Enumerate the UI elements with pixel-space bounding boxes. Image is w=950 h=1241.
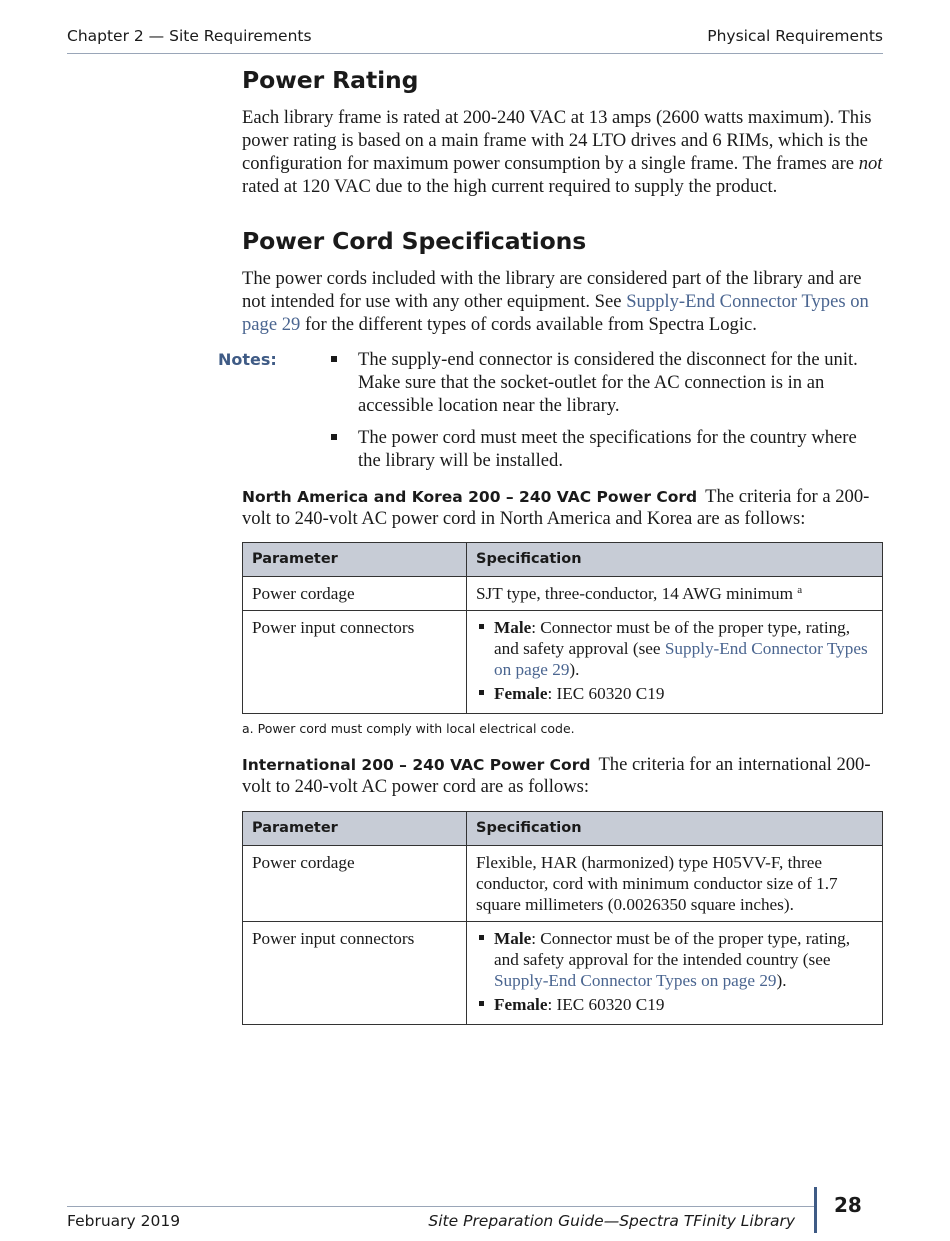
- cell-spec: [467, 922, 883, 1025]
- label: Male: [494, 929, 532, 948]
- table-header-row: [243, 543, 883, 577]
- label: Female: [494, 684, 548, 703]
- footer-doc-title: Site Preparation Guide—Spectra TFinity Library: [428, 1212, 795, 1230]
- header-rule: [67, 53, 883, 54]
- notes-list: [242, 348, 883, 472]
- link-supply-end-connector[interactable]: Supply-End Connector Types on page 29: [242, 291, 869, 335]
- footer-date: February 2019: [67, 1212, 181, 1230]
- cell-spec: [467, 611, 883, 714]
- intl-cord-table: [242, 811, 883, 1025]
- column-header-parameter: Parameter: [243, 543, 467, 577]
- text: ).: [569, 660, 580, 679]
- text: SJT type, three-conductor, 14 AWG minimum: [476, 584, 798, 603]
- emphasis: not: [858, 153, 883, 174]
- heading-power-cord-specs: Power Cord Specifications: [242, 227, 587, 255]
- link-supply-end-connector[interactable]: Supply-End Connector Types on page 29: [494, 971, 777, 990]
- cell-param: Power input connectors: [243, 922, 467, 1025]
- note-item: The supply-end connector is considered the disconnect for the unit. Make sure that the socket-outlet for the AC connection is in an accessible location near the library.: [358, 348, 883, 417]
- list-item-female: [494, 994, 873, 1015]
- table-row: [243, 846, 883, 922]
- link-supply-end-connector[interactable]: Supply-End Connector Types on page 29: [494, 639, 868, 679]
- column-header-specification: Specification: [467, 543, 883, 577]
- running-header: [67, 27, 883, 47]
- table-row: [243, 577, 883, 611]
- table-row: [243, 611, 883, 714]
- notes-block: [218, 348, 883, 472]
- intl-cord-text: The criteria for an international 200- volt to 240-volt AC power cord are as follows:: [242, 754, 871, 797]
- footer-accent-bar: [814, 1187, 817, 1233]
- footer-rule: [67, 1206, 814, 1207]
- footnote-marker: a: [797, 584, 803, 596]
- list-item-male: [494, 617, 873, 680]
- table-footnote: a. Power cord must comply with local electrical code.: [242, 721, 575, 736]
- intl-cord-intro: [242, 754, 883, 798]
- connector-list: [476, 617, 873, 704]
- text: Each library frame is rated at 200-240 VAC at 13 amps (2600 watts maximum). This power rating is based on a main frame with 24 LTO drives and 6 RIMs, which is the configuration for maximum power consumption by a single frame. The frames are: [242, 107, 872, 174]
- intl-cord-runin-heading: International 200 – 240 VAC Power Cord: [242, 756, 591, 774]
- text: : IEC 60320 C19: [547, 995, 665, 1014]
- cell-param: Power cordage: [243, 846, 467, 922]
- na-cord-table: [242, 542, 883, 714]
- text: The power cords included with the library are considered part of the library and are not intended for use with any other equipment. See: [242, 268, 862, 312]
- text: rated at 120 VAC due to the high current required to supply the product.: [242, 176, 778, 197]
- heading-power-rating: Power Rating: [242, 66, 419, 94]
- cell-param: Power cordage: [243, 577, 467, 611]
- na-cord-intro: [242, 486, 883, 530]
- power-cord-paragraph: [242, 267, 883, 336]
- na-cord-text: The criteria for a 200- volt to 240-volt AC power cord in North America and Korea are as follows:: [242, 486, 870, 529]
- header-chapter: Chapter 2 — Site Requirements: [67, 27, 312, 45]
- cell-spec: Flexible, HAR (harmonized) type H05VV-F, three conductor, cord with minimum conductor size of 1.7 square millimeters (0.0026350 square inches).: [467, 846, 883, 922]
- column-header-specification: Specification: [467, 812, 883, 846]
- list-item-female: [494, 683, 873, 704]
- header-section: Physical Requirements: [707, 27, 883, 45]
- page-number: 28: [834, 1193, 862, 1217]
- table-row: [243, 922, 883, 1025]
- text: for the different types of cords available from Spectra Logic.: [300, 314, 757, 335]
- cell-param: Power input connectors: [243, 611, 467, 714]
- column-header-parameter: Parameter: [243, 812, 467, 846]
- cell-spec: [467, 577, 883, 611]
- power-rating-paragraph: [242, 106, 883, 198]
- table-header-row: [243, 812, 883, 846]
- na-cord-runin-heading: North America and Korea 200 – 240 VAC Power Cord: [242, 488, 698, 506]
- text: ).: [776, 971, 787, 990]
- notes-label: Notes:: [218, 350, 277, 369]
- text: : Connector must be of the proper type, rating, and safety approval for the intended country (see: [494, 929, 851, 969]
- label: Female: [494, 995, 548, 1014]
- note-item: The power cord must meet the specifications for the country where the library will be installed.: [358, 426, 883, 472]
- text: : Connector must be of the proper type, rating, and safety approval (see: [494, 618, 851, 658]
- connector-list: [476, 928, 873, 1015]
- text: : IEC 60320 C19: [547, 684, 665, 703]
- list-item-male: [494, 928, 873, 991]
- label: Male: [494, 618, 532, 637]
- page-content: [218, 64, 883, 1025]
